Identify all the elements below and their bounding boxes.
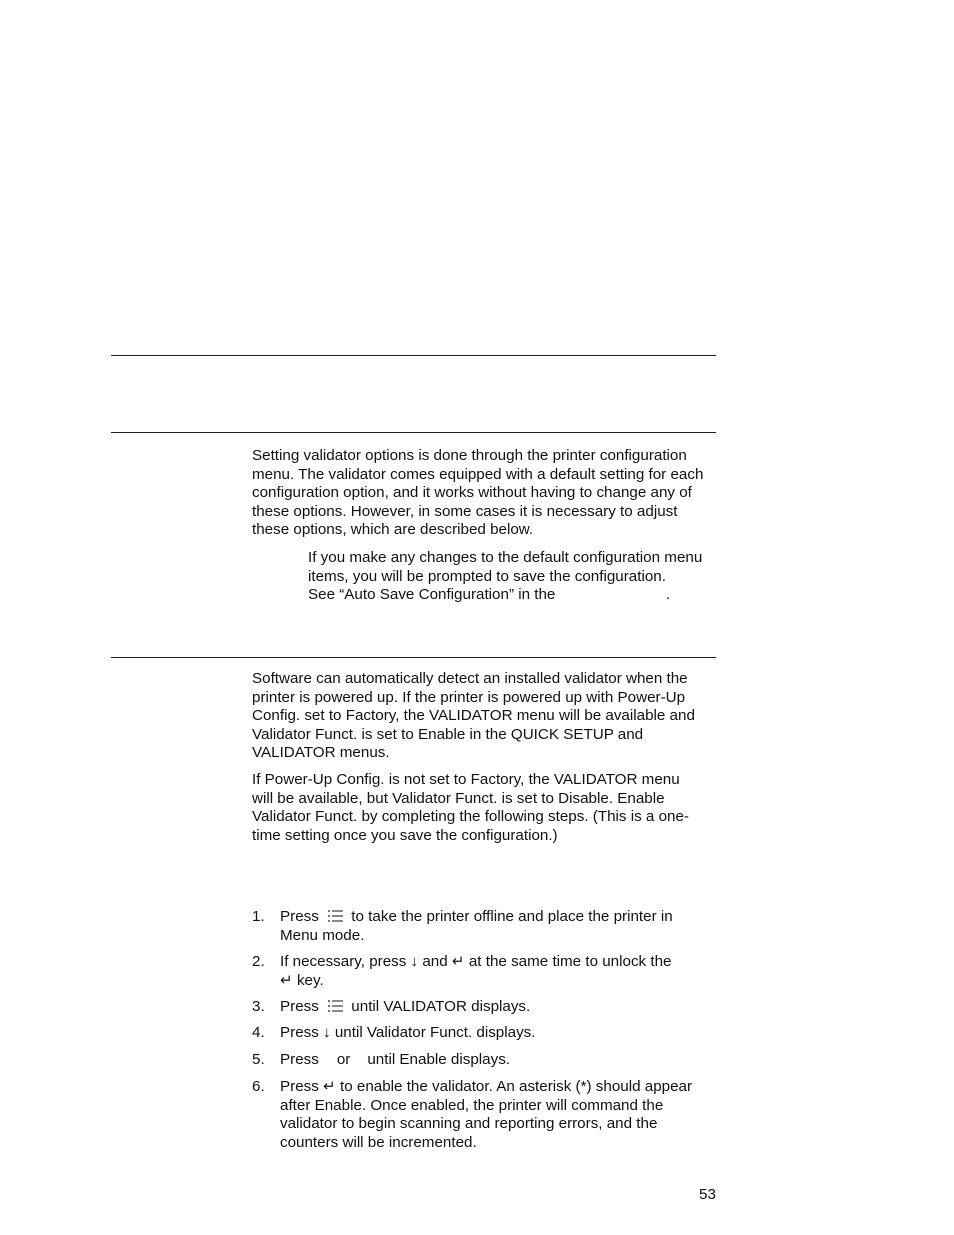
step-text-part: Press xyxy=(280,908,319,925)
step-text xyxy=(280,908,720,945)
intro-line: menu. The validator comes equipped with a default setting for each xyxy=(252,465,704,483)
detection-paragraph xyxy=(252,670,720,763)
paragraph-line: Validator Funct. by completing the following steps. (This is a one- xyxy=(252,808,689,826)
step-text xyxy=(280,998,720,1017)
note-line: items, you will be prompted to save the configuration. xyxy=(308,567,666,585)
step-text-part: or xyxy=(336,1051,351,1068)
step-text xyxy=(280,1078,720,1152)
step-text-part: validator to begin scanning and reporting errors, and the xyxy=(280,1115,658,1133)
note-line-text: See “Auto Save Configuration” in the xyxy=(308,586,556,604)
page-number: 53 xyxy=(699,1186,716,1203)
paragraph-line: Validator Funct. is set to Enable in the QUICK SETUP and xyxy=(252,725,644,743)
step-text-part: ↵ key. xyxy=(280,971,324,989)
paragraph-line: time setting once you save the configuration.) xyxy=(252,826,558,844)
intro-line: these options. However, in some cases it is necessary to adjust xyxy=(252,502,678,520)
note xyxy=(308,549,718,605)
step-text xyxy=(280,1024,720,1043)
paragraph-line: If Power-Up Config. is not set to Factory, the VALIDATOR menu xyxy=(252,771,680,788)
paragraph-line: Software can automatically detect an installed validator when the xyxy=(252,670,688,687)
step-text-part: until VALIDATOR displays. xyxy=(351,998,531,1015)
intro-line: these options, which are described below. xyxy=(252,521,534,539)
intro-paragraph xyxy=(252,447,720,540)
step-number: 6. xyxy=(252,1078,265,1095)
paragraph-line: printer is powered up. If the printer is powered up with Power-Up xyxy=(252,688,686,706)
step-text-part: Press xyxy=(280,998,319,1015)
step-text xyxy=(280,953,720,990)
note-line xyxy=(308,586,718,605)
step-text-part: to take the printer offline and place the printer in xyxy=(351,908,673,925)
section-rule-middle xyxy=(111,432,716,433)
paragraph-line: Config. set to Factory, the VALIDATOR menu will be available and xyxy=(252,707,695,725)
note-line: If you make any changes to the default configuration menu xyxy=(308,549,703,566)
enable-paragraph xyxy=(252,771,720,845)
subsection-rule xyxy=(111,657,716,658)
step-number: 1. xyxy=(252,908,265,925)
step-text-part: Menu mode. xyxy=(280,926,365,944)
paragraph-line: will be available, but Validator Funct. is set to Disable. Enable xyxy=(252,789,665,807)
note-trailing-period: . xyxy=(666,586,671,604)
menu-icon xyxy=(327,999,344,1013)
intro-line: Setting validator options is done through the printer configuration xyxy=(252,447,687,464)
step-text-part: Press ↵ to enable the validator. An asterisk (*) should appear xyxy=(280,1078,693,1095)
step-text-part: after Enable. Once enabled, the printer will command the xyxy=(280,1096,664,1114)
step-text-part: Press ↓ until Validator Funct. displays. xyxy=(280,1024,536,1041)
intro-line: configuration option, and it works without having to change any of xyxy=(252,484,692,502)
section-rule-top xyxy=(111,355,716,356)
step-text-part: If necessary, press ↓ and ↵ at the same time to unlock the xyxy=(280,953,672,970)
step-number: 2. xyxy=(252,953,265,970)
paragraph-line: VALIDATOR menus. xyxy=(252,744,390,762)
step-text-part: Press xyxy=(280,1051,319,1068)
menu-icon xyxy=(327,909,344,923)
step-number: 5. xyxy=(252,1051,265,1068)
step-number: 4. xyxy=(252,1024,265,1041)
step-text-part: counters will be incremented. xyxy=(280,1133,477,1151)
step-text-part: until Enable displays. xyxy=(367,1051,511,1068)
step-number: 3. xyxy=(252,998,265,1015)
step-text xyxy=(280,1051,720,1070)
